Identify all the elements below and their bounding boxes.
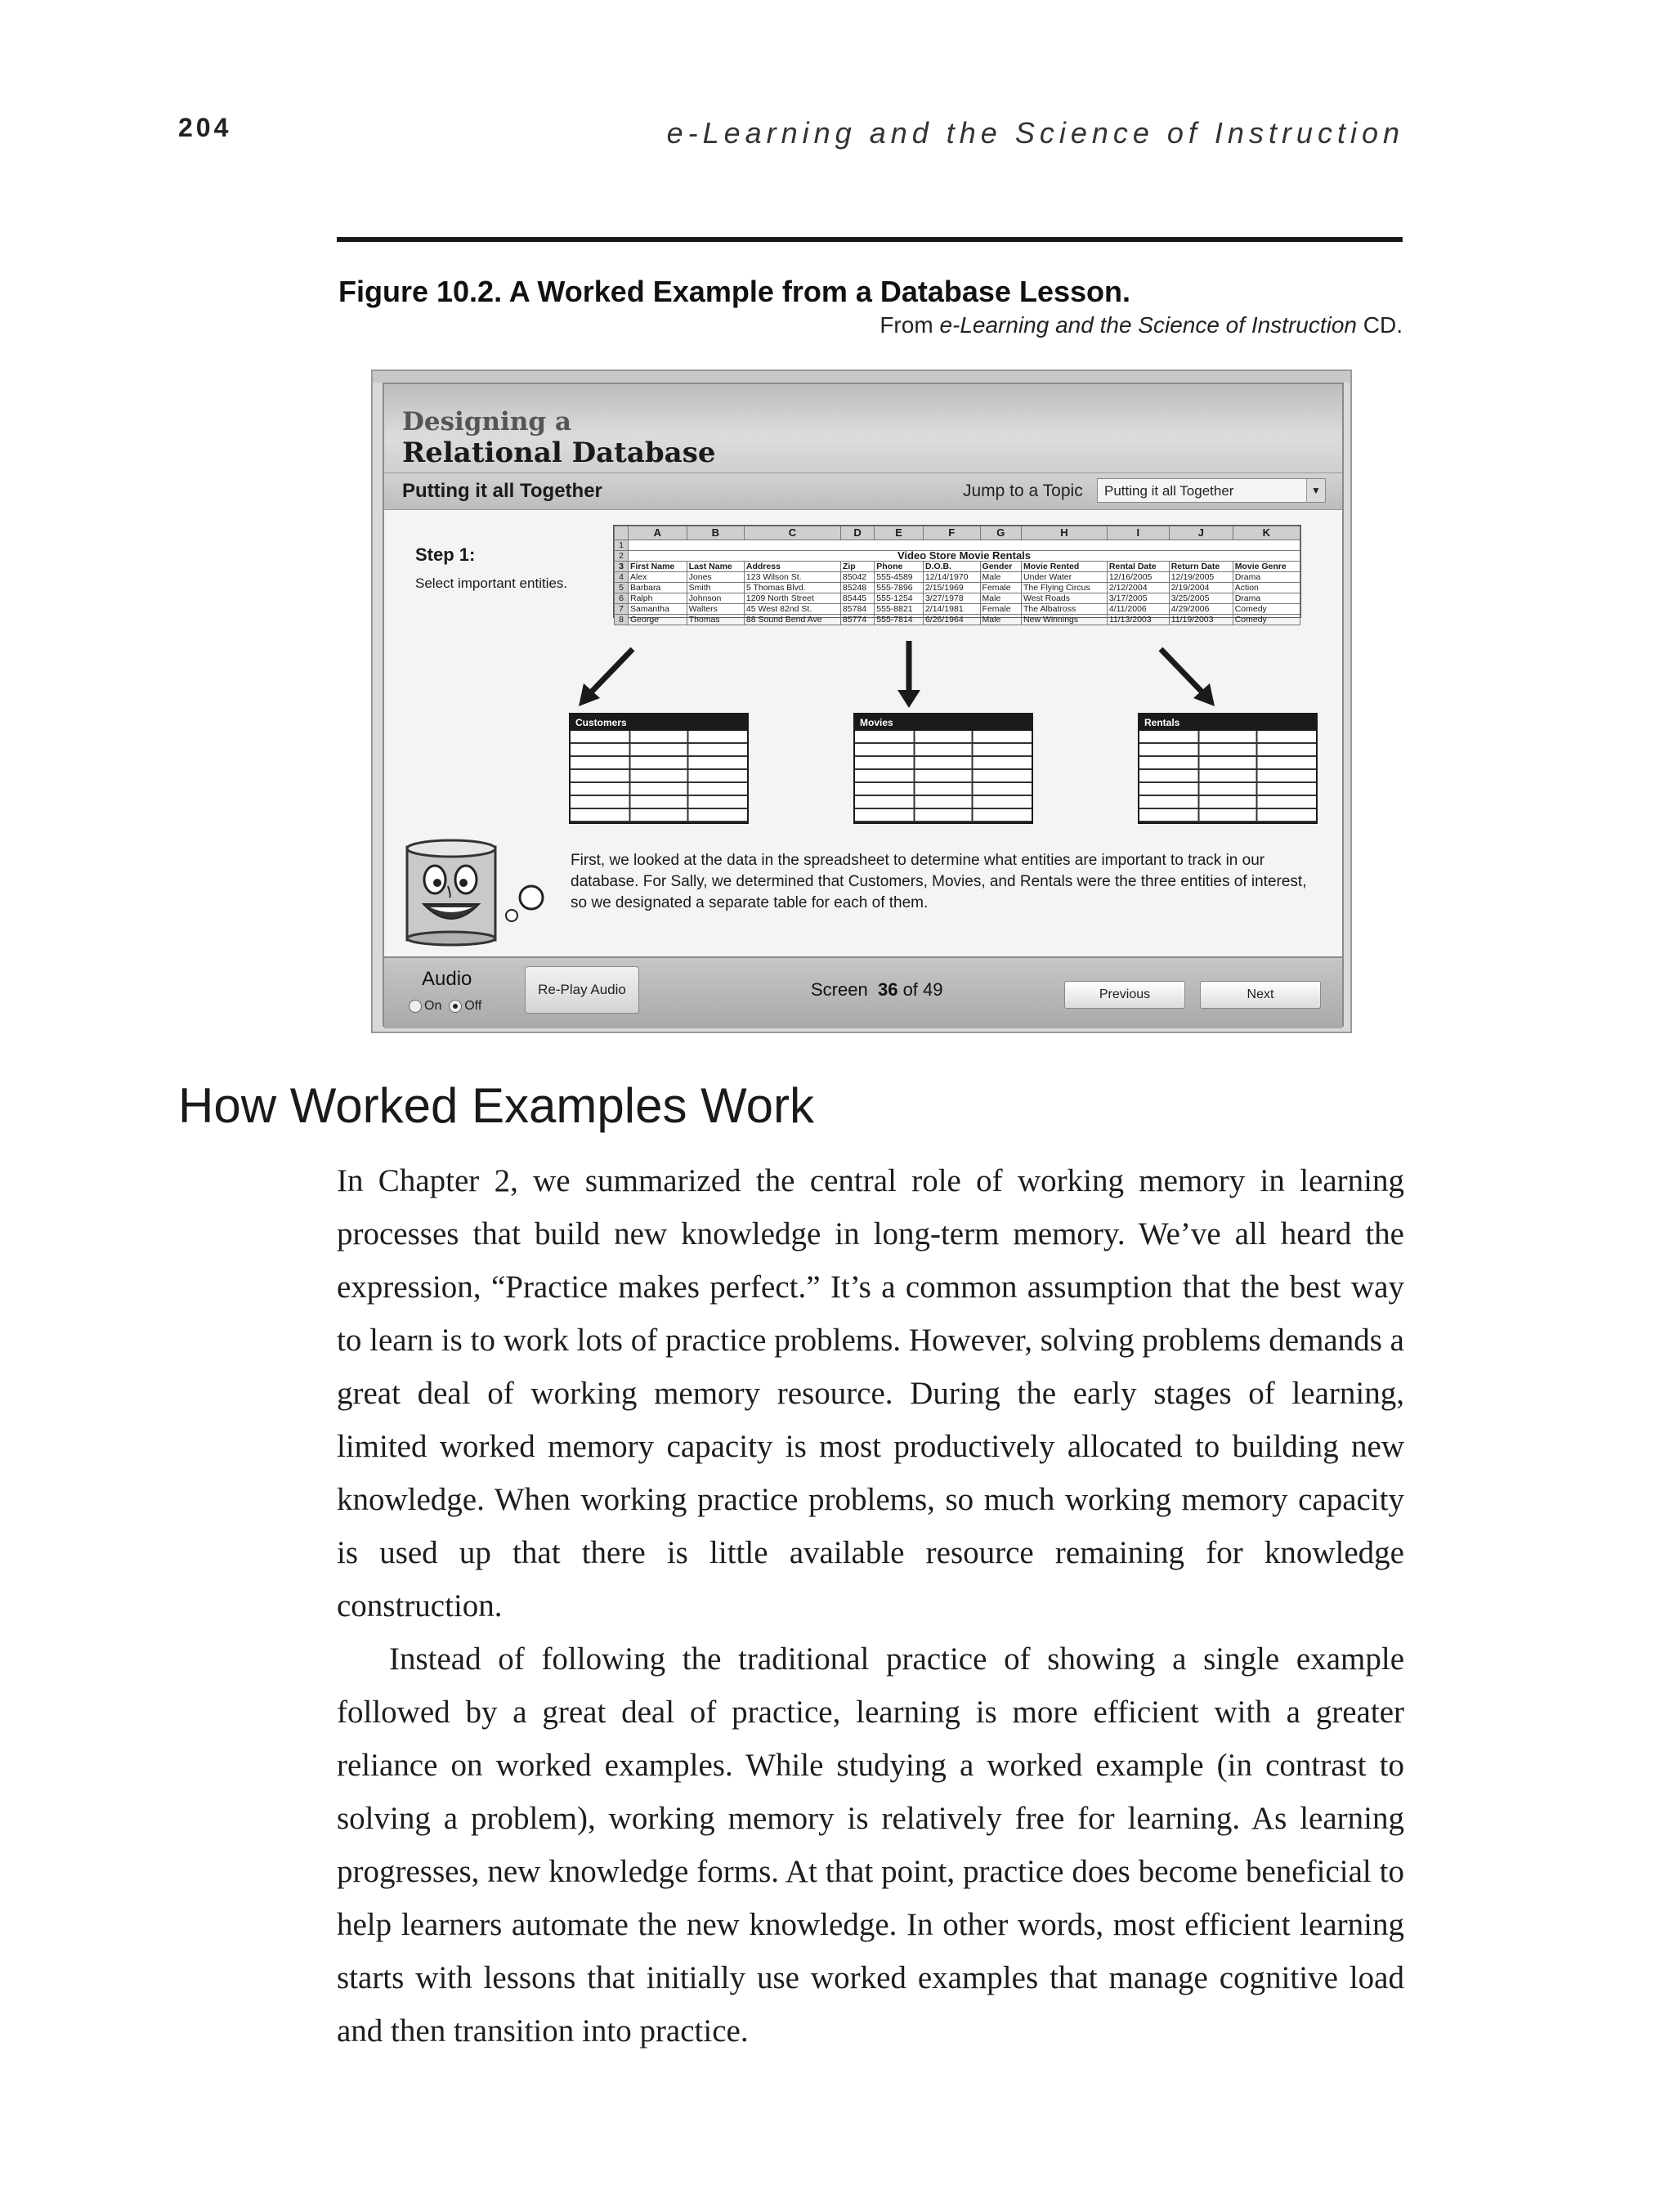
spreadsheet-cell: 555-8821 [875,604,924,615]
spreadsheet-cell: Drama [1233,572,1300,583]
spreadsheet-cell: Alex [629,572,687,583]
row-number: 6 [615,593,629,604]
spreadsheet-cell: 1209 North Street [744,593,840,604]
arrow-to-customers [575,644,641,710]
spreadsheet-column-header: A [629,526,687,540]
body-text [337,1154,1404,2058]
spreadsheet-cell: 555-7814 [875,615,924,625]
spreadsheet-field-header: Address [744,562,840,572]
spreadsheet-title: Video Store Movie Rentals [629,551,1300,562]
movies-table-title: Movies [855,714,1032,731]
lesson-title-line2: Relational Database [402,437,716,469]
spreadsheet-cell: Walters [687,604,744,615]
topic-title: Putting it all Together [402,480,602,502]
replay-audio-button[interactable]: Re-Play Audio [525,966,639,1014]
row-number: 4 [615,572,629,583]
figure-caption: Figure 10.2. A Worked Example from a Database Lesson. [338,275,1130,308]
audio-options [409,999,481,1014]
spreadsheet-cell: West Roads [1022,593,1108,604]
spreadsheet-column-header: I [1107,526,1169,540]
next-button[interactable]: Next [1200,981,1321,1009]
row-number: 7 [615,604,629,615]
spreadsheet-field-header: D.O.B. [923,562,980,572]
row-number: 3 [615,562,629,572]
spreadsheet-cell: The Flying Circus [1022,583,1108,593]
movies-table [853,713,1033,824]
spreadsheet-cell: Comedy [1233,604,1300,615]
spreadsheet-cell: Jones [687,572,744,583]
spreadsheet-cell: Thomas [687,615,744,625]
spreadsheet-cell: 12/14/1970 [923,572,980,583]
spreadsheet-cell: Samantha [629,604,687,615]
spreadsheet-cell: 85774 [840,615,874,625]
spreadsheet-cell: 85248 [840,583,874,593]
table-grid [1139,731,1316,822]
spreadsheet-field-header: Last Name [687,562,744,572]
spreadsheet-cell: 11/19/2003 [1169,615,1233,625]
spreadsheet-cell: 2/15/1969 [923,583,980,593]
figure-source [880,312,1403,338]
spreadsheet-row [615,593,1300,604]
arrow-to-movies [893,639,925,710]
spreadsheet-cell: George [629,615,687,625]
spreadsheet-cell: 12/19/2005 [1169,572,1233,583]
spreadsheet-cell: 88 Sound Bend Ave [744,615,840,625]
spreadsheet-cell: Drama [1233,593,1300,604]
spreadsheet-row [615,615,1300,625]
figure-source-suffix: CD. [1357,312,1403,338]
spreadsheet-row [615,572,1300,583]
lesson-window [383,383,1344,1027]
table-grid [571,731,747,822]
table-grid [855,731,1032,822]
explanation-text: First, we looked at the data in the spreadsheet to determine what entities are important to track in our database. For Sally, we determined that Customers, Movies, and Rentals were the three entities of interest, so we designated a separate table for each of them. [571,852,1307,911]
spreadsheet-cell: 5 Thomas Blvd. [744,583,840,593]
figure-source-title: e-Learning and the Science of Instruction [939,312,1357,338]
spreadsheet-cell: Comedy [1233,615,1300,625]
section-heading: How Worked Examples Work [178,1078,815,1133]
spreadsheet-cell: 85784 [840,604,874,615]
rentals-table [1138,713,1318,824]
spreadsheet-column-header: B [687,526,744,540]
lesson-header [384,384,1342,472]
spreadsheet-cell: Under Water [1022,572,1108,583]
spreadsheet-cell: Female [980,604,1021,615]
spreadsheet-cell: 555-4589 [875,572,924,583]
running-head: e-Learning and the Science of Instruction [666,116,1404,150]
spreadsheet-cell: 85042 [840,572,874,583]
customers-table [569,713,749,824]
spreadsheet-cell: Barbara [629,583,687,593]
screen-label: Screen [811,979,868,1000]
spreadsheet-field-header: Rental Date [1107,562,1169,572]
audio-on-radio[interactable] [409,1000,422,1013]
spreadsheet-column-header: K [1233,526,1300,540]
figure-top-rule [337,237,1403,242]
spreadsheet-cell: 4/11/2006 [1107,604,1169,615]
jump-to-topic-value: Putting it all Together [1104,483,1234,499]
lesson-footer [384,956,1342,1028]
spreadsheet-cell: 555-1254 [875,593,924,604]
spreadsheet-row [615,604,1300,615]
spreadsheet-cell: 123 Wilson St. [744,572,840,583]
customers-table-title: Customers [571,714,747,731]
row-number: 5 [615,583,629,593]
spreadsheet-column-header: H [1022,526,1108,540]
spreadsheet-cell: 12/16/2005 [1107,572,1169,583]
spreadsheet-cell: 3/17/2005 [1107,593,1169,604]
spreadsheet-cell: 6/26/1964 [923,615,980,625]
spreadsheet [613,525,1301,625]
spreadsheet-field-header: Zip [840,562,874,572]
spreadsheet-field-header: Movie Rented [1022,562,1108,572]
spreadsheet-cell: 85445 [840,593,874,604]
spreadsheet-column-header: D [840,526,874,540]
spreadsheet-cell: Johnson [687,593,744,604]
audio-off-label: Off [464,999,482,1013]
row-number: 2 [615,551,629,562]
spreadsheet-column-header: C [744,526,840,540]
spreadsheet-column-header: E [875,526,924,540]
spreadsheet-cell: New Winnings [1022,615,1108,625]
spreadsheet-cell: 2/19/2004 [1169,583,1233,593]
spreadsheet-cell: 11/13/2003 [1107,615,1169,625]
rentals-table-title: Rentals [1139,714,1316,731]
screen-total: of 49 [902,979,943,1000]
paragraph: Instead of following the traditional practice of showing a single example followed by a great deal of practice, learning is more efficient with a greater reliance on worked examples. While studying a worked example (in contrast to solving a problem), working memory is relatively free for learning. As learning progresses, new knowledge forms. At that point, practice does become beneficial to help learners automate the new knowledge. In other words, most efficient learning starts with lessons that initially use worked examples that manage cognitive load and then transition into practice. [337,1641,1404,2049]
figure-source-prefix: From [880,312,940,338]
audio-label: Audio [422,968,472,990]
spreadsheet-cell: 3/27/1978 [923,593,980,604]
spreadsheet-cell: 555-7896 [875,583,924,593]
audio-on-label: On [424,999,442,1013]
database-mascot-icon [402,839,566,945]
spreadsheet-column-header: J [1169,526,1233,540]
spreadsheet-cell: Smith [687,583,744,593]
previous-button[interactable]: Previous [1064,981,1185,1009]
spreadsheet-cell: 3/25/2005 [1169,593,1233,604]
spreadsheet-field-header: First Name [629,562,687,572]
spreadsheet-field-header: Movie Genre [1233,562,1300,572]
spreadsheet-corner-cell [615,526,629,540]
chevron-down-icon[interactable]: ▼ [1306,479,1325,502]
row-number: 8 [615,615,629,625]
spreadsheet-cell: Male [980,615,1021,625]
spreadsheet-column-header-row [615,526,1300,540]
spreadsheet-field-header: Phone [875,562,924,572]
spreadsheet-column-header: G [980,526,1021,540]
spreadsheet-cell: 45 West 82nd St. [744,604,840,615]
spreadsheet-column-header: F [923,526,980,540]
spreadsheet-cell: 2/12/2004 [1107,583,1169,593]
screen-counter [811,979,943,1001]
lesson-title-line1: Designing a [402,407,571,437]
jump-to-topic-label: Jump to a Topic [963,481,1083,500]
page-number: 204 [178,113,232,142]
spreadsheet-cell: Male [980,593,1021,604]
paragraph: In Chapter 2, we summarized the central role of working memory in learning processes that build new knowledge in long-term memory. We’ve all heard the expression, “Practice makes perfect.” It’s a common assumption that the best way to learn is to work lots of practice problems. However, solving problems demands a great deal of working memory resource. During the early stages of learning, limited worked memory capacity is most productively allocated to building new knowledge. When working practice problems, so much working memory capacity is used up that there is little available resource remaining for knowledge construction. [337,1163,1404,1623]
spreadsheet-cell: Action [1233,583,1300,593]
spreadsheet-cell: 4/29/2006 [1169,604,1233,615]
spreadsheet-cell: Ralph [629,593,687,604]
step-label: Step 1: [415,544,476,565]
screen-current: 36 [877,979,898,1000]
spreadsheet-cell: Male [980,572,1021,583]
arrow-to-rentals [1153,644,1218,710]
spreadsheet-row [615,551,1300,562]
spreadsheet-cell: 2/14/1981 [923,604,980,615]
jump-to-topic-select[interactable] [1097,478,1326,503]
spreadsheet-row [615,583,1300,593]
spreadsheet-field-header: Gender [980,562,1021,572]
spreadsheet-cell: The Albatross [1022,604,1108,615]
spreadsheet-field-header-row [615,562,1300,572]
topic-bar [384,472,1342,510]
audio-off-radio[interactable] [449,1000,462,1013]
spreadsheet-field-header: Return Date [1169,562,1233,572]
step-text: Select important entities. [415,575,568,591]
row-number: 1 [615,540,629,551]
window-top-bar [373,371,1350,383]
lesson-screenshot [371,369,1352,1033]
spreadsheet-cell: Female [980,583,1021,593]
